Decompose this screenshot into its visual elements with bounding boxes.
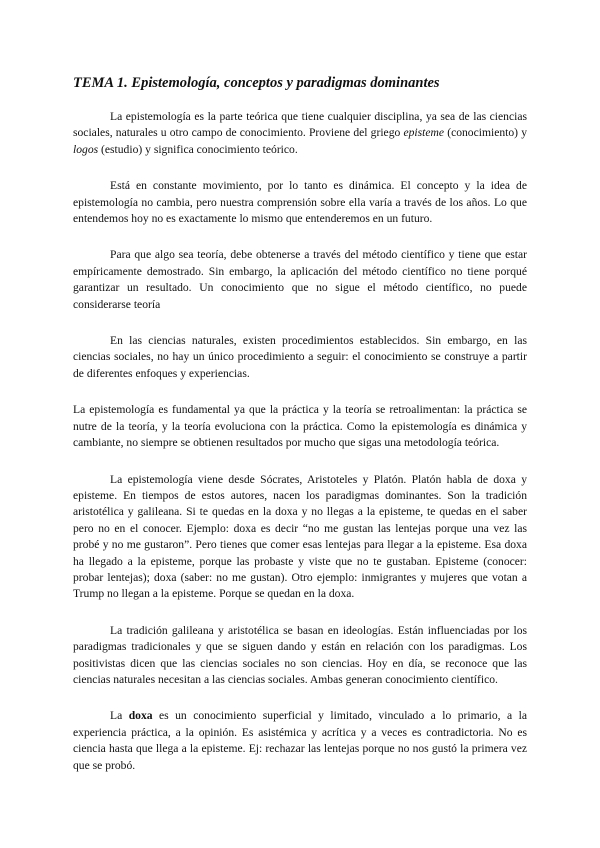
paragraph-doxa-definition xyxy=(73,708,527,774)
term-doxa: doxa xyxy=(128,709,153,723)
paragraph-theory: Para que algo sea teoría, debe obtenerse a través del método científico y tiene que estar empíricamente demostrado. Sin embargo, la aplicación del método científico no tiene porqué garantizar un resultado. Un conocimiento que no sigue el método científico, no puede considerarse teoría xyxy=(73,248,527,311)
paragraph-traditions: La tradición galileana y aristotélica se basan en ideologías. Están influenciadas por los paradigmas tradicionales y que se siguen dando y están en relación con los paradigmas. Los positivistas dicen que las ciencias sociales no son ciencias. Hoy en día, se reconoce que las ciencias naturales necesitan a las ciencias sociales. Ambas generan conocimiento científico. xyxy=(73,623,527,686)
paragraph-doxa-episteme: La epistemología viene desde Sócrates, Aristoteles y Platón. Platón habla de doxa y episteme. En tiempos de estos autores, nacen los paradigmas dominantes. Son la tradición aristotélica y galileana. Si te quedas en la doxa y no llegas a la episteme, te quedas en el saber pero no en el conocer. Ejemplo: doxa es decir “no me gustan las lentejas porque una vez las probé y no me gustaron”. Pero tienes que comer esas lentejas para llegar a la episteme. Esa doxa ha llegado a la episteme, porque las probaste y viste que no te gustaban. Episteme (conocer: probar lentejas); doxa (saber: no me gustan). Otro ejemplo: inmigrantes y mujeres que votan a Trump no llegan a la episteme. Porque se quedan en la doxa. xyxy=(73,472,527,601)
term-episteme: episteme xyxy=(403,126,445,140)
paragraph-dynamic: Está en constante movimiento, por lo tanto es dinámica. El concepto y la idea de epistemología no cambia, pero nuestra comprensión sobre ella varía a través de los años. Lo que entendemos hoy no es exactamente lo mismo que entenderemos en un futuro. xyxy=(73,179,527,226)
term-logos: logos xyxy=(73,142,99,156)
paragraph-text: es un conocimiento superficial y limitado, vinculado a lo primario, a la experiencia práctica, a la opinión. Es asistémica y acrítica y a veces es contradictoria. No es ciencia hasta que llega a la episteme. Ej: rechazar las lentejas porque no nos gustó la primera vez que se probó. xyxy=(73,709,527,772)
paragraph-text: (conocimiento) y xyxy=(444,126,527,140)
paragraph-text: (estudio) y significa conocimiento teórico. xyxy=(98,142,298,156)
document-title: TEMA 1. Epistemología, conceptos y paradigmas dominantes xyxy=(73,75,440,91)
paragraph-text: La epistemología es la parte teórica que tiene cualquier disciplina, ya sea de las ciencias sociales, naturales u otro campo de conocimiento. Proviene del griego xyxy=(73,110,527,140)
paragraph-definition xyxy=(73,109,527,158)
paragraph-natural-sciences: En las ciencias naturales, existen procedimientos establecidos. Sin embargo, en las ciencias sociales, no hay un único procedimiento a seguir: el conocimiento se construye a partir de diferentes enfoques y experiencias. xyxy=(73,334,527,380)
paragraph-feedback: La epistemología es fundamental ya que la práctica y la teoría se retroalimentan: la práctica se nutre de la teoría, y la teoría evoluciona con la práctica. Como la epistemología es dinámica y cambiante, no siempre se obtienen resultados por mucho que sigas una metodología teórica. xyxy=(73,403,527,450)
paragraph-text: La xyxy=(110,709,129,723)
